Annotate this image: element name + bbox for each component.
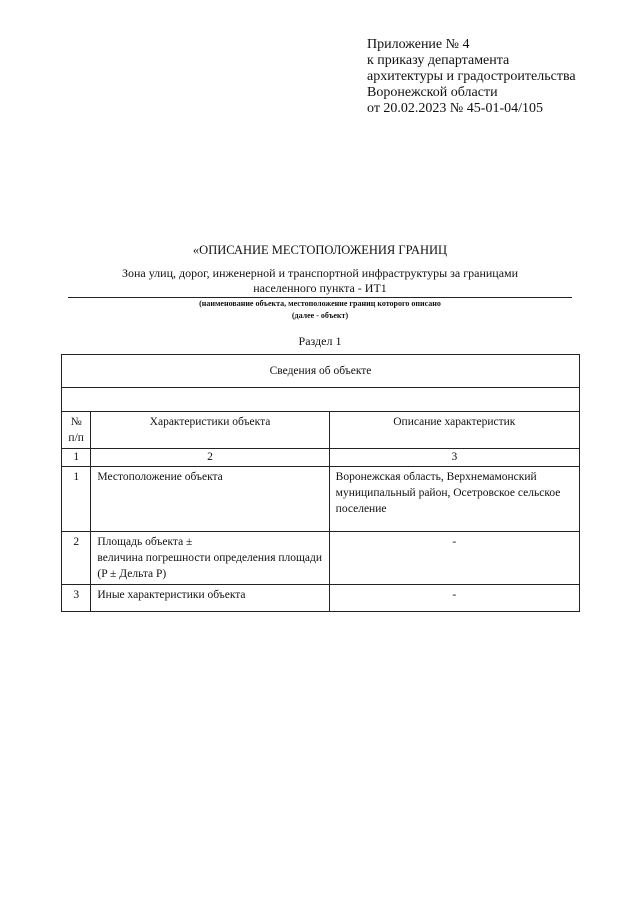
object-info-table <box>61 354 580 612</box>
table-row <box>62 532 580 585</box>
row-characteristic: Иные характеристики объекта <box>91 585 329 612</box>
row-description: - <box>329 585 579 612</box>
header-num <box>62 412 91 449</box>
row-characteristic <box>91 532 329 585</box>
table-row <box>62 467 580 532</box>
table-header-row <box>62 412 580 449</box>
table-row <box>62 585 580 612</box>
column-number: 3 <box>329 449 579 467</box>
row-num: 2 <box>62 532 91 585</box>
header-description: Описание характеристик <box>329 412 579 449</box>
approval-line: к приказу департамента <box>367 53 510 68</box>
approval-stamp <box>367 37 627 117</box>
document-title: «ОПИСАНИЕ МЕСТОПОЛОЖЕНИЯ ГРАНИЦ <box>192 243 448 257</box>
table-spacer <box>62 388 580 412</box>
object-note-line1: (наименование объекта, местоположение границ которого описано <box>199 299 441 308</box>
column-number: 1 <box>62 449 91 467</box>
table-caption-row <box>62 355 580 388</box>
approval-line: Приложение № 4 <box>367 37 470 52</box>
approval-line: Воронежской области <box>367 85 498 100</box>
object-note-line2: (далее - объект) <box>291 311 349 320</box>
row-description: - <box>329 532 579 585</box>
row-characteristic-line2: величина погрешности определения площади (P ± Дельта P) <box>97 552 322 580</box>
row-characteristic-line1: Площадь объекта ± <box>97 536 193 548</box>
row-characteristic: Местоположение объекта <box>91 467 329 532</box>
column-numbers-row <box>62 449 580 467</box>
object-name-line2: населенного пункта - ИТ1 <box>253 281 387 295</box>
table-caption: Сведения об объекте <box>62 355 580 388</box>
row-description: Воронежская область, Верхнемамонский муниципальный район, Осетровское сельское поселение <box>329 467 579 532</box>
document-header <box>60 243 580 322</box>
row-num: 3 <box>62 585 91 612</box>
section-label: Раздел 1 <box>298 334 342 348</box>
table-spacer-row <box>62 388 580 412</box>
column-number: 2 <box>91 449 329 467</box>
object-name-line1: Зона улиц, дорог, инженерной и транспортной инфраструктуры за границами <box>121 266 519 280</box>
row-num: 1 <box>62 467 91 532</box>
header-characteristic: Характеристики объекта <box>91 412 329 449</box>
approval-line: архитектуры и градостроительства <box>367 69 576 84</box>
header-num-line2: п/п <box>68 432 84 444</box>
approval-line: от 20.02.2023 № 45-01-04/105 <box>367 101 544 116</box>
header-num-line1: № <box>70 416 82 428</box>
